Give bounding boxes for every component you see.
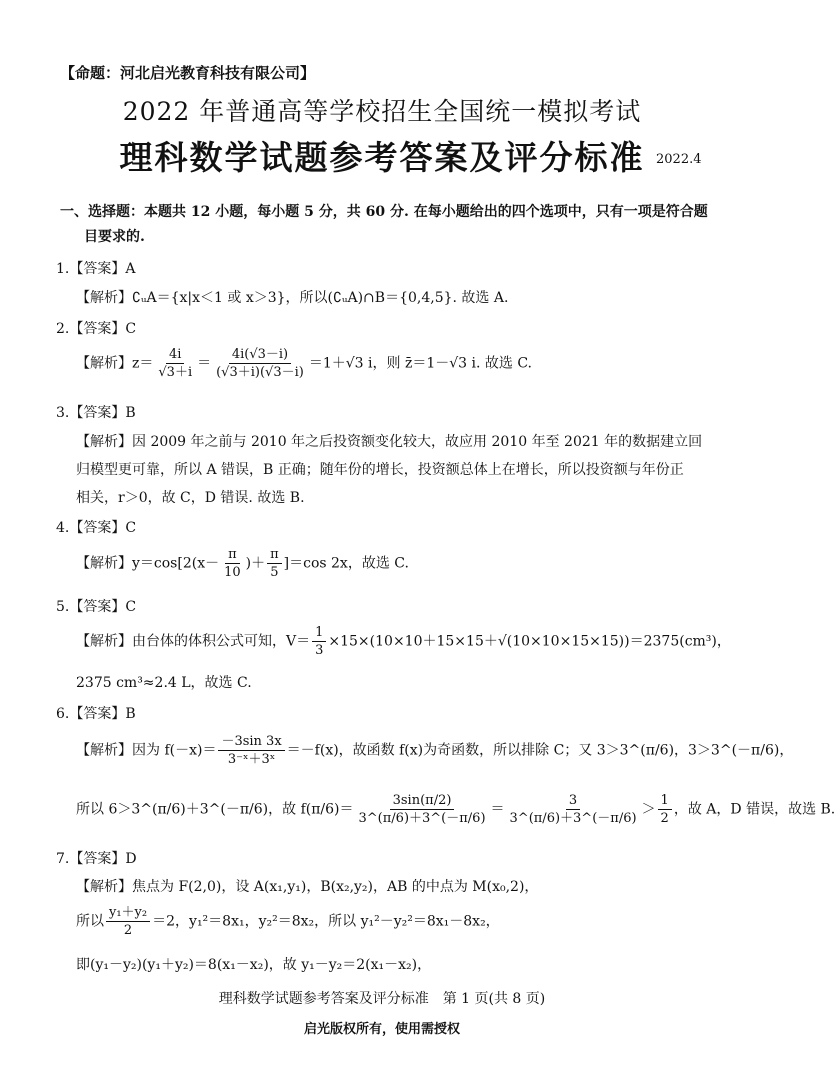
fraction-den: (√3＋i)(√3－i) (216, 365, 304, 380)
fraction (213, 346, 307, 381)
answer-1: 1.【答案】A (56, 261, 136, 277)
fraction-num: 3sin(π/2) (390, 792, 455, 810)
fraction (507, 792, 640, 827)
fraction (267, 546, 282, 581)
explanation-5 (76, 624, 731, 659)
answer-7: 7.【答案】D (56, 851, 137, 867)
fraction-num: 4i(√3－i) (229, 346, 291, 364)
exp-2-pre: 【解析】z＝ (76, 355, 154, 372)
document-title: 理科数学试题参考答案及评分标准 (119, 138, 645, 177)
fraction (312, 624, 326, 659)
cont-7-pre: 所以 (76, 913, 104, 930)
fraction (221, 546, 244, 581)
fraction-den: 3^(π/6)＋3^(－π/6) (509, 811, 637, 826)
cont-6-pre: 所以 6＞3^(π/6)＋3^(－π/6)，故 f(π/6)＝ (76, 801, 354, 818)
explanation-2 (76, 346, 532, 381)
cont-6-mid2: ＞ (641, 801, 656, 818)
fraction-num: π (267, 546, 282, 564)
section-intro-cont: 目要求的. (84, 229, 145, 245)
fraction-num: y₁＋y₂ (106, 904, 150, 922)
exp-4-post: ]＝cos 2x，故选 C. (283, 555, 409, 572)
exp-2-mid: ＝ (197, 355, 212, 372)
fraction-den: √3＋i (158, 365, 193, 380)
fraction (218, 733, 284, 768)
exp-5-pre: 【解析】由台体的体积公式可知，V＝ (76, 633, 311, 650)
fraction-den: 2 (660, 811, 669, 826)
fraction-num: 4i (166, 346, 184, 364)
explanation-7-cont2: 即(y₁－y₂)(y₁＋y₂)＝8(x₁－x₂)，故 y₁－y₂＝2(x₁－x₂)， (76, 957, 432, 973)
answer-4: 4.【答案】C (56, 520, 137, 536)
explanation-6-cont (76, 792, 835, 827)
fraction-num: －3sin 3x (218, 733, 284, 751)
cont-7-post: ＝2，y₁²＝8x₁，y₂²＝8x₂，所以 y₁²－y₂²＝8x₁－8x₂， (152, 913, 500, 930)
explanation-7-cont (76, 904, 500, 939)
fraction (356, 792, 489, 827)
fraction (155, 346, 195, 381)
fraction-den: 10 (224, 565, 241, 580)
exam-title: 2022 年普通高等学校招生全国统一模拟考试 (122, 97, 642, 126)
answer-5: 5.【答案】C (56, 599, 137, 615)
fraction-den: 3^(π/6)＋3^(－π/6) (358, 811, 486, 826)
fraction (658, 792, 672, 827)
explanation-3: 【解析】因 2009 年之前与 2010 年之后投资额变化较大，故应用 2010 年至 2021 年的数据建立回 (76, 434, 703, 450)
fraction-den: 3 (315, 643, 324, 658)
fraction-den: 2 (123, 923, 133, 938)
explanation-6 (76, 733, 793, 768)
fraction-num: 1 (658, 792, 672, 810)
fraction-num: π (225, 546, 240, 564)
exp-4-mid: )＋ (245, 555, 266, 572)
answer-3: 3.【答案】B (56, 405, 136, 421)
answer-6: 6.【答案】B (56, 706, 136, 722)
fraction-num: 1 (312, 624, 326, 642)
page-footer: 理科数学试题参考答案及评分标准 第 1 页(共 8 页) (218, 991, 546, 1007)
cont-6-mid: ＝ (490, 801, 505, 818)
explanation-1: 【解析】∁ᵤA＝{x|x＜1 或 x＞3}，所以(∁ᵤA)∩B＝{0,4,5}. 故选 A. (76, 290, 509, 306)
exp-6-pre: 【解析】因为 f(－x)＝ (76, 742, 217, 759)
exp-5-post: ×15×(10×10＋15×15＋√(10×10×15×15))＝2375(cm³)， (328, 633, 731, 650)
copyright-notice: 启光版权所有，使用需授权 (303, 1022, 460, 1037)
document-date: 2022.4 (656, 152, 702, 167)
explanation-4 (76, 546, 409, 581)
exp-6-post: ＝－f(x)，故函数 f(x)为奇函数，所以排除 C；又 3＞3^(π/6)，3＞3^(－π/6)， (286, 742, 794, 759)
fraction (106, 904, 150, 939)
exp-4-pre: 【解析】y＝cos[2(x－ (76, 555, 220, 572)
explanation-7: 【解析】焦点为 F(2,0)，设 A(x₁,y₁)，B(x₂,y₂)，AB 的中点为 M(x₀,2)， (76, 879, 539, 895)
fraction-den: 3⁻ˣ＋3ˣ (227, 752, 276, 767)
explanation-5-cont: 2375 cm³≈2.4 L，故选 C. (76, 675, 252, 691)
answer-2: 2.【答案】C (56, 321, 137, 337)
explanation-3-cont: 归模型更可靠，所以 A 错误，B 正确；随年份的增长，投资额总体上在增长，所以投资额与年份正 (76, 462, 684, 478)
explanation-3-cont2: 相关，r＞0，故 C，D 错误. 故选 B. (76, 490, 305, 506)
fraction-num: 3 (566, 792, 580, 810)
fraction-den: 5 (270, 565, 279, 580)
cont-6-post: ，故 A，D 错误，故选 B. (673, 801, 835, 818)
source-line: 【命题：河北启光教育科技有限公司】 (60, 64, 316, 82)
section-intro: 一、选择题：本题共 12 小题，每小题 5 分，共 60 分. 在每小题给出的四个选项中，只有一项是符合题 (60, 204, 708, 220)
exp-2-post: ＝1＋√3 i，则 z̄＝1－√3 i. 故选 C. (308, 355, 532, 372)
